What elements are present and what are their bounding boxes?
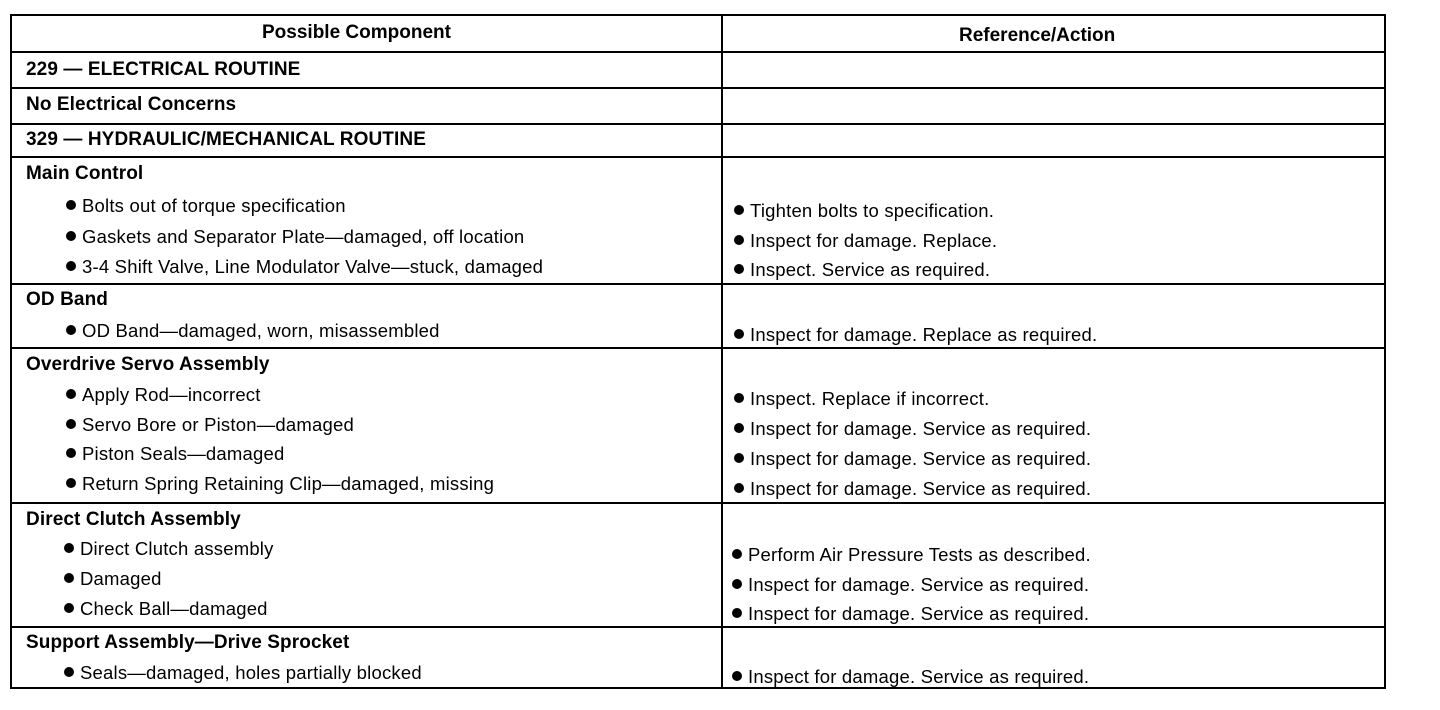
component-item: Gaskets and Separator Plate—damaged, off location	[66, 226, 524, 248]
component-item: Return Spring Retaining Clip—damaged, missing	[66, 473, 494, 495]
component-item: Servo Bore or Piston—damaged	[66, 414, 354, 436]
bullet-icon	[732, 608, 742, 618]
action-item: Inspect. Service as required.	[734, 259, 990, 281]
action-item: Inspect for damage. Service as required.	[732, 574, 1089, 596]
component-item: 3-4 Shift Valve, Line Modulator Valve—stuck, damaged	[66, 256, 543, 278]
bullet-icon	[732, 549, 742, 559]
bullet-icon	[66, 261, 76, 271]
table-row	[12, 285, 1384, 349]
component-item: Apply Rod—incorrect	[66, 384, 261, 406]
bullet-icon	[732, 671, 742, 681]
bullet-icon	[734, 483, 744, 493]
diagnosis-table	[10, 14, 1386, 689]
action-item: Inspect for damage. Service as required.	[732, 603, 1089, 625]
table-row	[12, 89, 1384, 125]
bullet-icon	[66, 200, 76, 210]
component-item: OD Band—damaged, worn, misassembled	[66, 320, 440, 342]
action-item: Inspect. Replace if incorrect.	[734, 388, 989, 410]
table-row	[12, 158, 1384, 285]
component-item: Seals—damaged, holes partially blocked	[64, 662, 422, 684]
row-title: 329 — HYDRAULIC/MECHANICAL ROUTINE	[26, 129, 426, 150]
row-title: OD Band	[26, 289, 108, 310]
bullet-icon	[64, 667, 74, 677]
table-row	[12, 349, 1384, 504]
bullet-icon	[734, 264, 744, 274]
bullet-icon	[66, 478, 76, 488]
row-title: Overdrive Servo Assembly	[26, 354, 270, 375]
bullet-icon	[66, 231, 76, 241]
bullet-icon	[66, 325, 76, 335]
action-item: Inspect for damage. Service as required.	[734, 418, 1091, 440]
header-reference-action: Reference/Action	[959, 25, 1116, 46]
component-item: Damaged	[64, 568, 162, 590]
bullet-icon	[734, 453, 744, 463]
row-title: 229 — ELECTRICAL ROUTINE	[26, 59, 301, 80]
component-item: Piston Seals—damaged	[66, 443, 284, 465]
bullet-icon	[734, 235, 744, 245]
action-item: Perform Air Pressure Tests as described.	[732, 544, 1091, 566]
row-title: Main Control	[26, 163, 144, 184]
component-item: Bolts out of torque specification	[66, 195, 346, 217]
action-item: Inspect for damage. Service as required.	[732, 666, 1089, 688]
component-item: Check Ball—damaged	[64, 598, 268, 620]
table-row	[12, 628, 1384, 689]
row-title: Support Assembly—Drive Sprocket	[26, 632, 350, 653]
bullet-icon	[64, 543, 74, 553]
table-row	[12, 53, 1384, 89]
bullet-icon	[66, 419, 76, 429]
bullet-icon	[734, 205, 744, 215]
bullet-icon	[64, 603, 74, 613]
table-header-row	[12, 16, 1384, 53]
row-title: Direct Clutch Assembly	[26, 509, 241, 530]
table-row	[12, 125, 1384, 158]
action-item: Inspect for damage. Replace as required.	[734, 324, 1097, 346]
header-possible-component: Possible Component	[262, 22, 451, 43]
bullet-icon	[732, 579, 742, 589]
bullet-icon	[734, 423, 744, 433]
bullet-icon	[734, 393, 744, 403]
bullet-icon	[66, 448, 76, 458]
table-row	[12, 504, 1384, 628]
bullet-icon	[64, 573, 74, 583]
bullet-icon	[734, 329, 744, 339]
action-item: Tighten bolts to specification.	[734, 200, 994, 222]
component-item: Direct Clutch assembly	[64, 538, 274, 560]
action-item: Inspect for damage. Service as required.	[734, 478, 1091, 500]
action-item: Inspect for damage. Service as required.	[734, 448, 1091, 470]
action-item: Inspect for damage. Replace.	[734, 230, 997, 252]
bullet-icon	[66, 389, 76, 399]
row-title: No Electrical Concerns	[26, 94, 237, 115]
